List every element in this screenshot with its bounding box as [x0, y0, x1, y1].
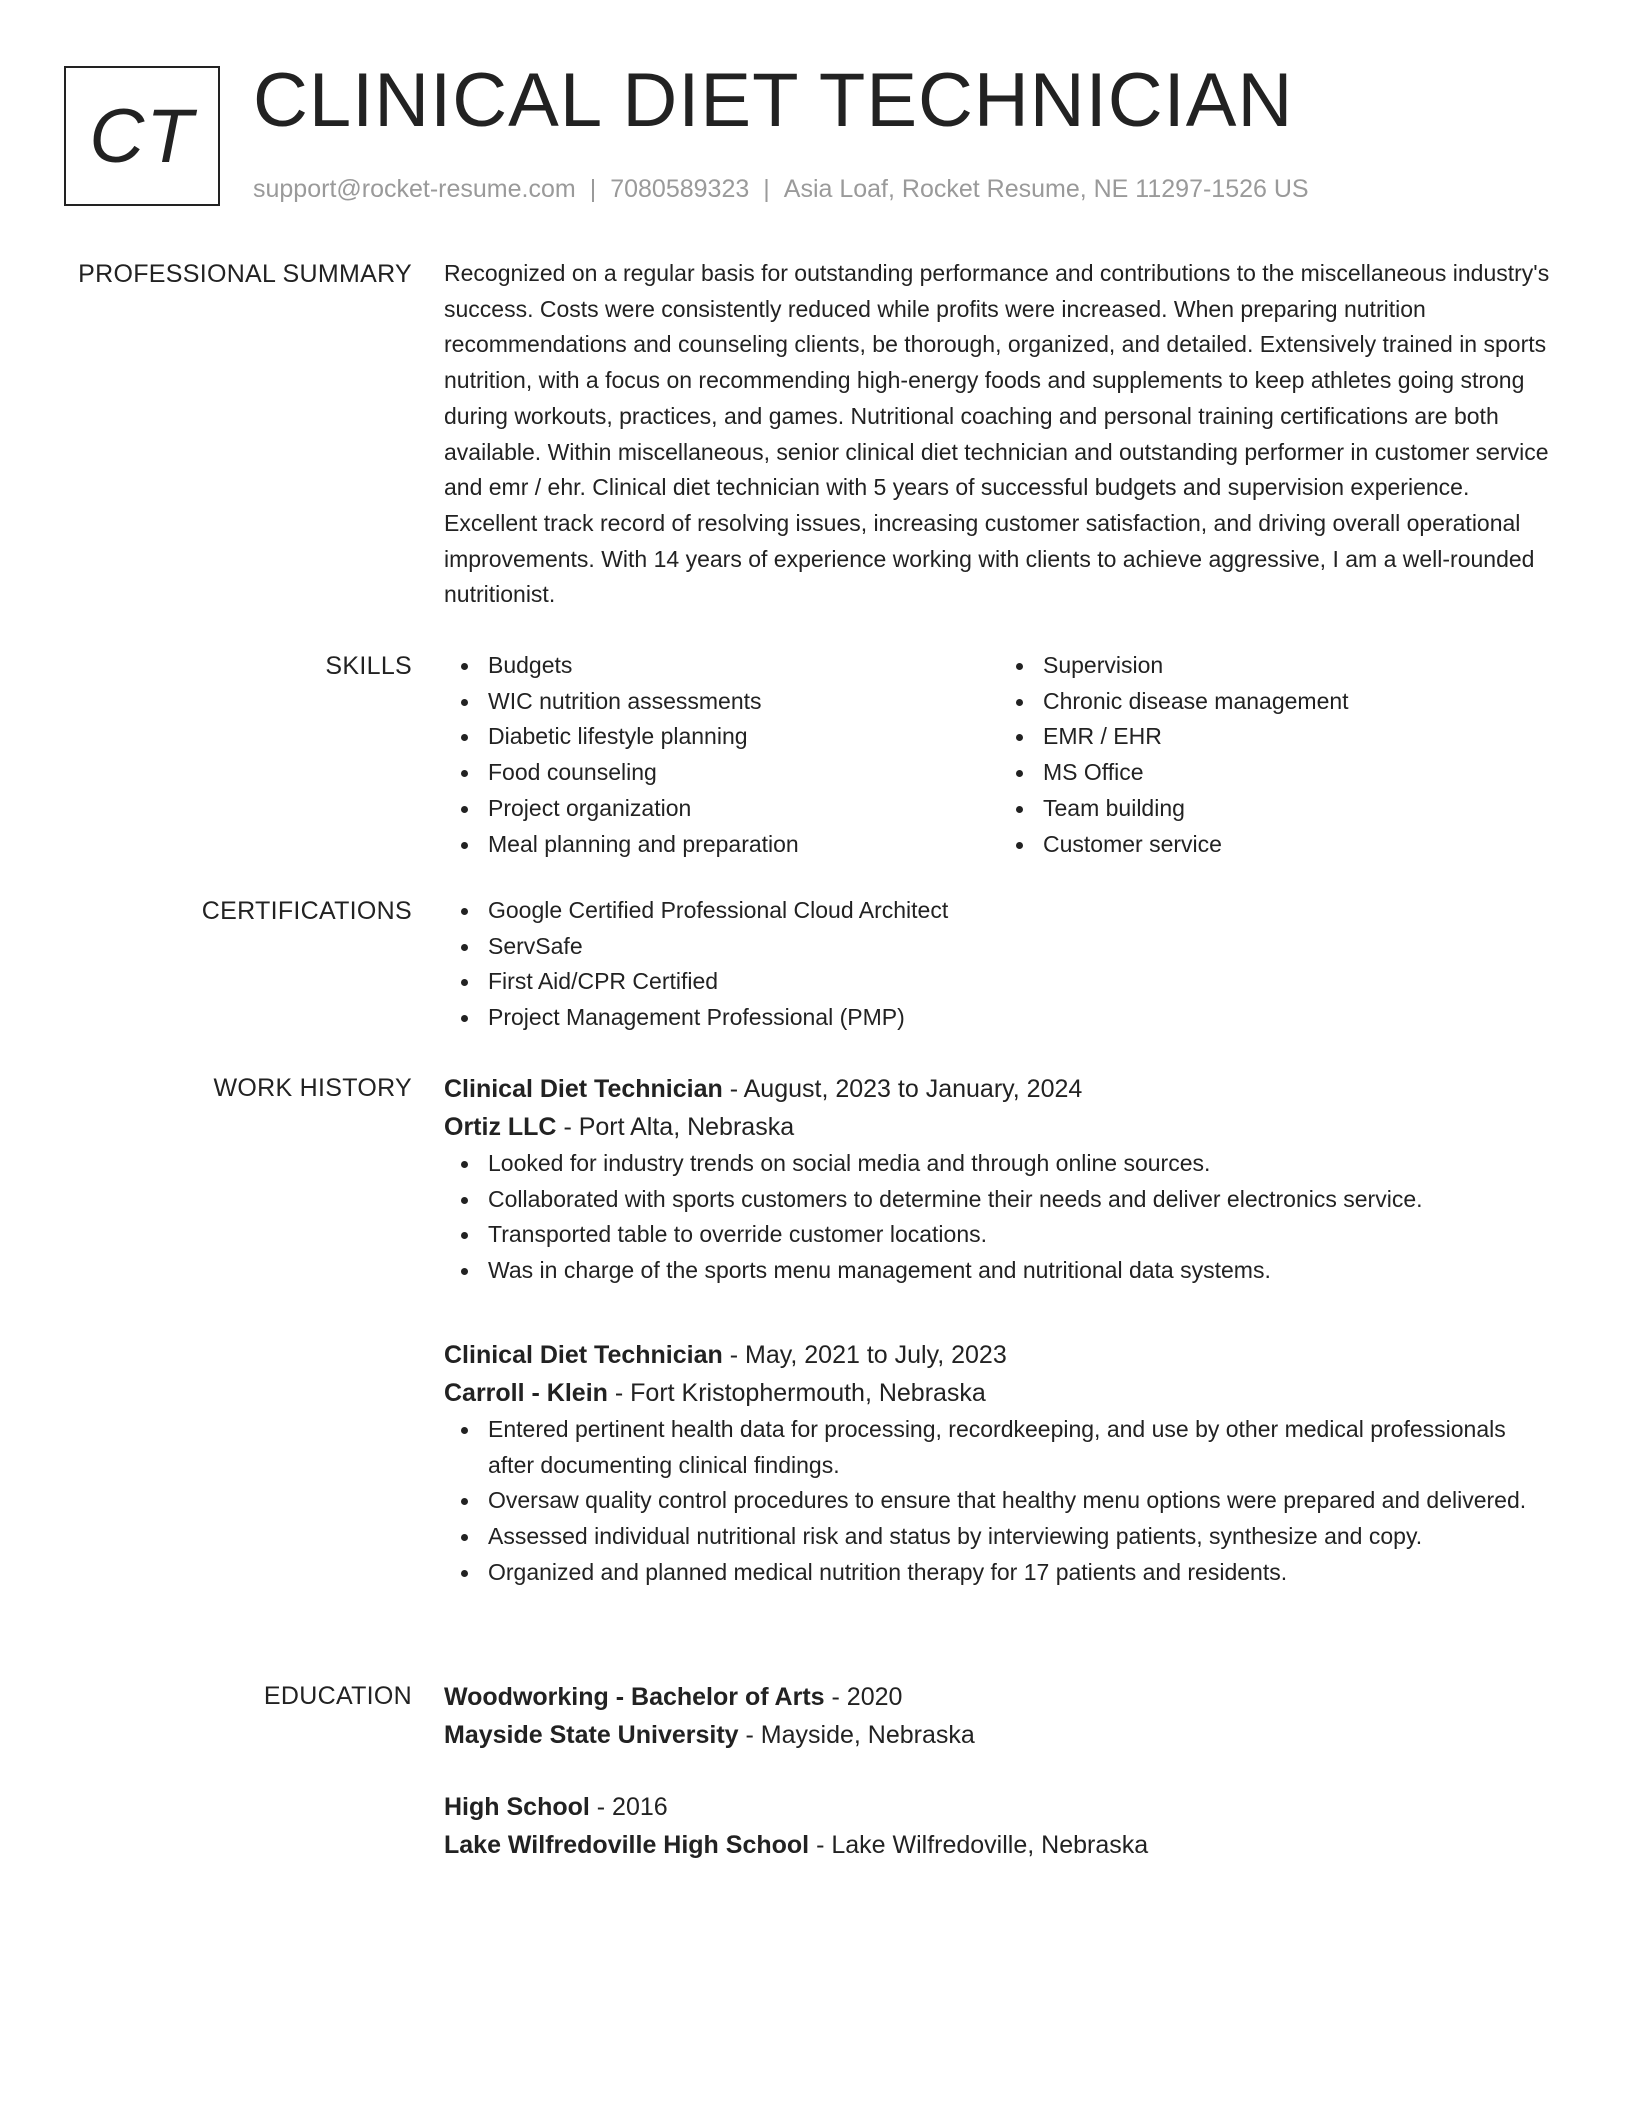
job-dates: - August, 2023 to January, 2024 [722, 1075, 1083, 1103]
certification-item: ServSafe [488, 929, 1554, 965]
contact-separator: | [763, 175, 770, 203]
job-bullet: Was in charge of the sports menu management and nutritional data systems. [488, 1253, 1554, 1289]
skill-item: Food counseling [488, 755, 999, 791]
job-bullet: Organized and planned medical nutrition therapy for 17 patients and residents. [488, 1555, 1554, 1591]
skill-item: Supervision [1043, 648, 1554, 684]
job-location: - Port Alta, Nebraska [556, 1113, 795, 1141]
skills-list-right [999, 648, 1554, 862]
skill-item: Team building [1043, 791, 1554, 827]
skill-item: Meal planning and preparation [488, 827, 999, 863]
work-history-body-2 [444, 1336, 1554, 1591]
section-label-certifications: CERTIFICATIONS [201, 897, 412, 925]
education-school-line [444, 1826, 1554, 1864]
job-bullet: Collaborated with sports customers to determine their needs and deliver electronics service. [488, 1182, 1554, 1218]
page-title: CLINICAL DIET TECHNICIAN [253, 58, 1294, 143]
job-title-line [444, 1336, 1554, 1374]
education-degree: Woodworking - Bachelor of Arts [444, 1683, 825, 1711]
contact-line [253, 172, 1309, 206]
education-body-2 [444, 1788, 1554, 1864]
skill-item: EMR / EHR [1043, 719, 1554, 755]
contact-address: Asia Loaf, Rocket Resume, NE 11297-1526 US [783, 175, 1309, 203]
certification-item: Project Management Professional (PMP) [488, 1000, 1554, 1036]
summary-text: Recognized on a regular basis for outstanding performance and contributions to the miscellaneous industry's success. Costs were consistently reduced while profits were increased. When preparing nutrition recommendations and counseling clients, be thorough, organized, and detailed. Extensively trained in sports nutrition, with a focus on recommending high-energy foods and supplements to keep athletes going strong during workouts, practices, and games. Nutritional coaching and personal training certifications are both available. Within miscellaneous, senior clinical diet technician and outstanding performer in customer service and emr / ehr. Clinical diet technician with 5 years of successful budgets and supervision experience. Excellent track record of resolving issues, increasing customer satisfaction, and driving overall operational improvements. With 14 years of experience working with clients to achieve aggressive, I am a well-rounded nutritionist. [444, 260, 1550, 608]
education-body [444, 1678, 1554, 1754]
contact-email[interactable]: support@rocket-resume.com [253, 175, 576, 203]
education-location: - Lake Wilfredoville, Nebraska [809, 1831, 1149, 1859]
certifications-list [444, 893, 1554, 1036]
job-company-line [444, 1374, 1554, 1412]
summary-body [444, 256, 1554, 613]
education-school-line [444, 1716, 1554, 1754]
skill-item: MS Office [1043, 755, 1554, 791]
education-school: Lake Wilfredoville High School [444, 1831, 810, 1859]
skill-item: Customer service [1043, 827, 1554, 863]
job-company: Carroll - Klein [444, 1379, 608, 1407]
section-label-summary: PROFESSIONAL SUMMARY [78, 260, 412, 288]
job-dates: - May, 2021 to July, 2023 [722, 1341, 1007, 1369]
job-location: - Fort Kristophermouth, Nebraska [607, 1379, 986, 1407]
skill-item: Project organization [488, 791, 999, 827]
education-entry [444, 1788, 1554, 1864]
certifications-body [444, 893, 1554, 1036]
education-degree-line [444, 1678, 1554, 1716]
job-bullets [444, 1146, 1554, 1289]
job-bullet: Assessed individual nutritional risk and status by interviewing patients, synthesize and copy. [488, 1519, 1554, 1555]
education-location: - Mayside, Nebraska [738, 1721, 975, 1749]
skill-item: Chronic disease management [1043, 684, 1554, 720]
skills-list-left [444, 648, 999, 862]
work-history-body [444, 1070, 1554, 1289]
monogram-logo: CT [64, 66, 220, 206]
section-label-work: WORK HISTORY [213, 1074, 412, 1102]
job-bullets [444, 1412, 1554, 1591]
job-title: Clinical Diet Technician [444, 1075, 723, 1103]
job-bullet: Oversaw quality control procedures to ensure that healthy menu options were prepared and delivered. [488, 1483, 1554, 1519]
education-degree-line [444, 1788, 1554, 1826]
contact-separator: | [589, 175, 597, 203]
contact-phone[interactable]: 7080589323 [610, 175, 750, 203]
section-label-skills: SKILLS [325, 652, 412, 680]
job-company-line [444, 1108, 1554, 1146]
skills-grid [444, 648, 1554, 862]
job-bullet: Transported table to override customer locations. [488, 1217, 1554, 1253]
job-bullet: Entered pertinent health data for processing, recordkeeping, and use by other medical professionals after documenting clinical findings. [488, 1412, 1554, 1483]
certification-item: First Aid/CPR Certified [488, 964, 1554, 1000]
education-year: - 2016 [589, 1793, 668, 1821]
education-entry [444, 1678, 1554, 1754]
job-company: Ortiz LLC [444, 1113, 557, 1141]
certification-item: Google Certified Professional Cloud Architect [488, 893, 1554, 929]
section-label-education: EDUCATION [263, 1682, 412, 1710]
job-entry [444, 1336, 1554, 1591]
education-degree: High School [444, 1793, 590, 1821]
skill-item: Budgets [488, 648, 999, 684]
skill-item: WIC nutrition assessments [488, 684, 999, 720]
education-year: - 2020 [824, 1683, 903, 1711]
job-title: Clinical Diet Technician [444, 1341, 723, 1369]
job-title-line [444, 1070, 1554, 1108]
job-entry [444, 1070, 1554, 1289]
job-bullet: Looked for industry trends on social media and through online sources. [488, 1146, 1554, 1182]
skill-item: Diabetic lifestyle planning [488, 719, 999, 755]
education-school: Mayside State University [444, 1721, 739, 1749]
